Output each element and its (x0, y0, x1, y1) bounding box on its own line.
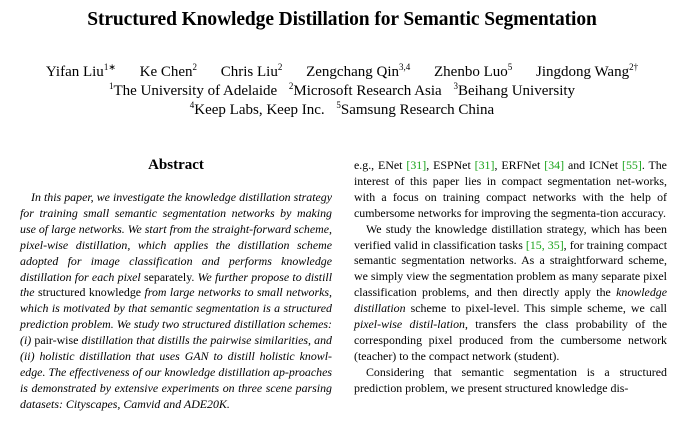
affiliation: $^5$Samsung Research China (336, 100, 495, 118)
author: Jingdong Wang$^{2\dagger}$ (535, 62, 639, 80)
abstract-heading: Abstract (148, 157, 204, 173)
affiliations-line-2 (0, 102, 684, 119)
author: Chris Liu$^2$ (220, 62, 283, 80)
affiliation: $^3$Beihang University (453, 81, 576, 99)
body-paragraph: Considering that semantic segmentation is a structured prediction problem, we present structured knowledge dis- (354, 364, 667, 395)
affiliation: $^4$Keep Labs, Keep Inc. (189, 100, 325, 118)
author-list (0, 64, 684, 81)
author: Zhenbo Luo$^5$ (434, 62, 513, 80)
affiliation: $^2$Microsoft Research Asia (288, 81, 442, 99)
author: Yifan Liu$^{1∗}$ (45, 62, 116, 80)
body-text (354, 158, 667, 397)
abstract-text (20, 190, 332, 413)
citation-link[interactable]: [15, 35] (525, 237, 564, 252)
affiliations-line-1 (0, 83, 684, 100)
citation-link[interactable]: [31] (406, 158, 427, 172)
citation-link[interactable]: [55] (622, 158, 642, 172)
paper-title: Structured Knowledge Distillation for Semantic Segmentation (87, 9, 597, 30)
citation-link[interactable]: [31] (474, 158, 495, 172)
abstract-paragraph: In this paper, we investigate the knowledge distillation strategy for training small semantic segmentation networks by making use of large networks. We start from the straight-forward scheme, pixel-wise distillation, which applies the distillation scheme adopted for image classification and performs knowledge distillation for each pixel separately. We further propose to distill the structured knowledge from large networks to small networks, which is motivated by that semantic segmentation is a structured prediction problem. We study two structured distillation schemes: (i) pair-wise distillation that distills the pairwise similarities, and (ii) holistic distillation that uses GAN to distill holistic knowl-edge. The effectiveness of our knowledge distillation ap-proaches is demonstrated by extensive experiments on three scene parsing datasets: Cityscapes, Camvid and ADE20K. (20, 190, 333, 411)
author: Zengchang Qin$^{3,4}$ (306, 62, 411, 80)
affiliation: $^1$The University of Adelaide (108, 81, 278, 99)
author: Ke Chen$^2$ (139, 62, 198, 80)
body-paragraph: We study the knowledge distillation strategy, which has been verified valid in classification tasks [15, 35], for training compact semantic segmentation networks. As a straightforward scheme, we simply view the segmentation problem as many separate pixel classification problems, and then directly apply the knowledge distillation scheme to pixel-level. This simple scheme, we call pixel-wise distil-lation, transfers the class probability of the corresponding pixel produced from the cumbersome network (teacher) to the compact network (student). (354, 221, 668, 363)
body-paragraph: e.g., ENet [31], ESPNet [31], ERFNet [34] and ICNet [55]. The interest of this paper lies in compact segmentation net-works, with a focus on training compact networks with the help of cumbersome networks for improving the segmenta-tion accuracy. (354, 158, 667, 220)
citation-link[interactable]: [34] (544, 158, 565, 172)
